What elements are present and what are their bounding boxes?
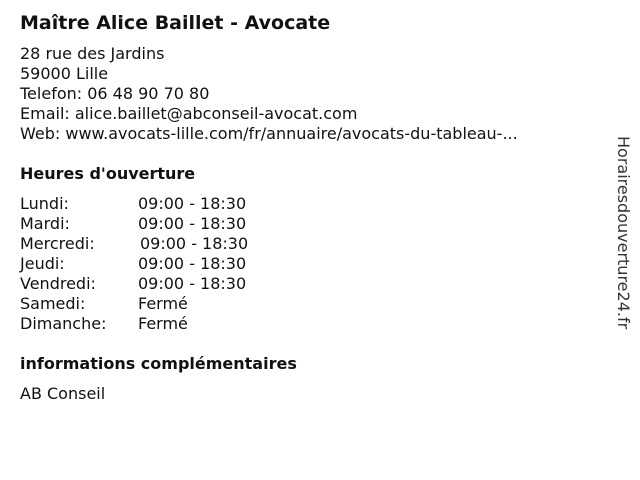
hours-value: 09:00 - 18:30 xyxy=(138,194,247,213)
hours-row-vendredi xyxy=(20,274,248,294)
day-label: Samedi: xyxy=(20,294,86,313)
opening-hours-heading: Heures d'ouverture xyxy=(20,164,196,183)
hours-row-lundi xyxy=(20,194,248,214)
address-city: 59000 Lille xyxy=(20,64,109,83)
hours-value: 09:00 - 18:30 xyxy=(140,234,249,253)
day-label: Dimanche: xyxy=(20,314,107,333)
page-title: Maître Alice Baillet - Avocate xyxy=(20,12,331,34)
hours-row-jeudi xyxy=(20,254,248,274)
additional-info-text: AB Conseil xyxy=(20,384,106,403)
phone-number[interactable]: Telefon: 06 48 90 70 80 xyxy=(20,84,210,103)
site-watermark: Horairesdouverture24.fr xyxy=(614,136,633,330)
address-street: 28 rue des Jardins xyxy=(20,44,165,63)
hours-row-dimanche xyxy=(20,314,248,334)
website-link[interactable]: Web: www.avocats-lille.com/fr/annuaire/avocats-du-tableau-... xyxy=(20,124,518,143)
opening-hours-table xyxy=(20,194,248,334)
day-label: Mardi: xyxy=(20,214,70,233)
day-label: Jeudi: xyxy=(20,254,65,273)
hours-value: Fermé xyxy=(138,314,188,333)
hours-row-mercredi xyxy=(20,234,248,254)
day-label: Lundi: xyxy=(20,194,69,213)
hours-row-mardi xyxy=(20,214,248,234)
day-label: Mercredi: xyxy=(20,234,95,253)
day-label: Vendredi: xyxy=(20,274,96,293)
hours-value: 09:00 - 18:30 xyxy=(138,274,247,293)
hours-row-samedi xyxy=(20,294,248,314)
hours-value: Fermé xyxy=(138,294,188,313)
additional-info-heading: informations complémentaires xyxy=(20,354,297,373)
email-address[interactable]: Email: alice.baillet@abconseil-avocat.com xyxy=(20,104,358,123)
hours-value: 09:00 - 18:30 xyxy=(138,214,247,233)
hours-value: 09:00 - 18:30 xyxy=(138,254,247,273)
contact-block xyxy=(20,44,518,144)
